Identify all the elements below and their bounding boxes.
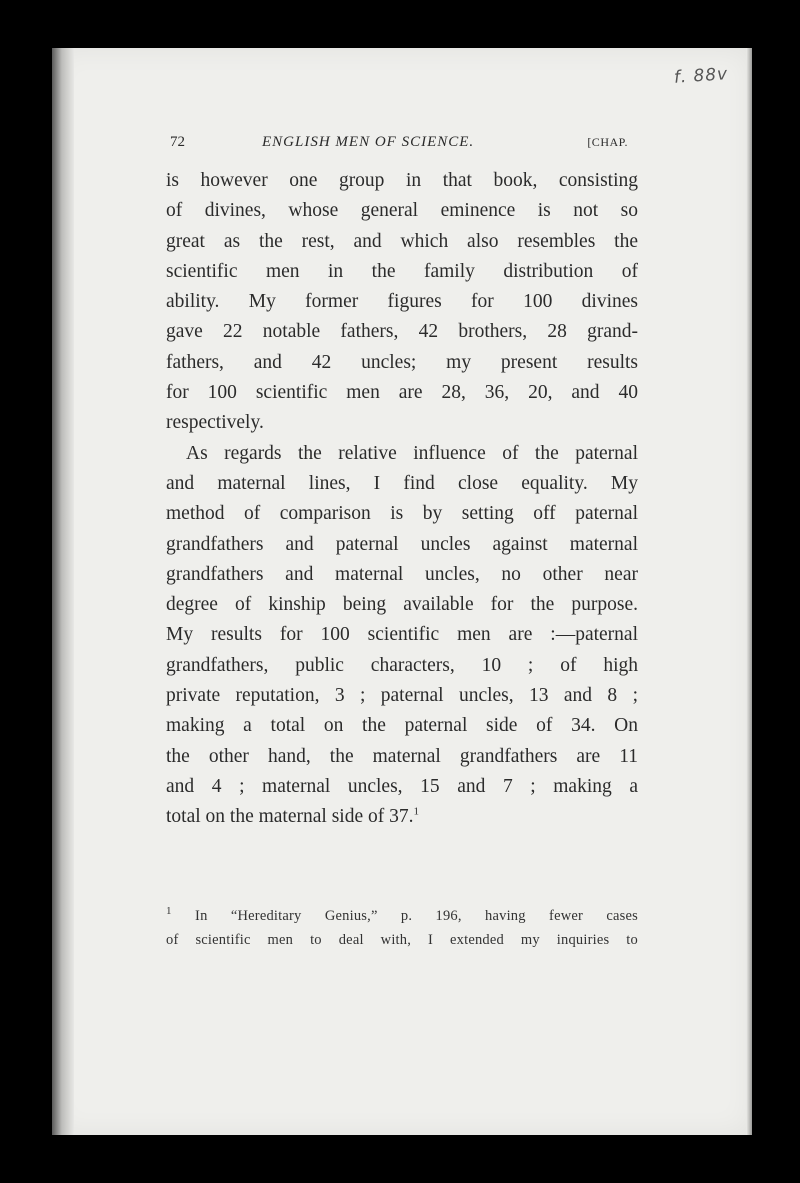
footnote-reference: 1 bbox=[413, 805, 419, 818]
text-line: for 100 scientific men are 28, 36, 20, and 40 bbox=[166, 382, 638, 404]
chapter-marker: [CHAP. bbox=[587, 135, 628, 149]
text-line: method of comparison is by setting off paternal bbox=[166, 503, 638, 525]
running-title: ENGLISH MEN OF SCIENCE. bbox=[262, 134, 475, 150]
text-line: of divines, whose general eminence is not so bbox=[166, 200, 638, 222]
text-line: and 4 ; maternal uncles, 15 and 7 ; making a bbox=[166, 775, 638, 797]
page-number: 72 bbox=[170, 134, 185, 150]
text-line: grandfathers and maternal uncles, no other near bbox=[166, 563, 638, 585]
paragraph-1 bbox=[166, 166, 638, 439]
footnote-line: of scientific men to deal with, I extended my inquiries to bbox=[166, 932, 638, 948]
running-head bbox=[170, 134, 628, 156]
footnote-marker: 1 bbox=[166, 905, 172, 918]
text-line: and maternal lines, I find close equality. My bbox=[166, 472, 638, 494]
text-line-content: total on the maternal side of 37. bbox=[166, 806, 414, 828]
text-line: making a total on the paternal side of 34. On bbox=[166, 715, 638, 737]
text-line: My results for 100 scientific men are :—paternal bbox=[166, 624, 638, 646]
body-text bbox=[166, 166, 638, 833]
folio-annotation: f. 88v bbox=[673, 64, 729, 88]
page-gutter-shadow bbox=[52, 48, 74, 1135]
text-line: fathers, and 42 uncles; my present results bbox=[166, 351, 638, 373]
text-line: great as the rest, and which also resembles the bbox=[166, 230, 638, 252]
text-line: gave 22 notable fathers, 42 brothers, 28 grand- bbox=[166, 321, 638, 343]
footnote-text: In “Hereditary Genius,” p. 196, having fewer cases bbox=[195, 908, 638, 924]
text-line: grandfathers and paternal uncles against maternal bbox=[166, 533, 638, 555]
text-line: grandfathers, public characters, 10 ; of high bbox=[166, 654, 638, 676]
text-line: degree of kinship being available for the purpose. bbox=[166, 594, 638, 616]
page-edge bbox=[746, 48, 752, 1135]
text-line: ability. My former figures for 100 divines bbox=[166, 291, 638, 313]
text-line: respectively. bbox=[166, 412, 264, 434]
text-line-final bbox=[166, 802, 638, 832]
text-line: scientific men in the family distribution of bbox=[166, 260, 638, 282]
text-line: the other hand, the maternal grandfathers are 11 bbox=[166, 745, 638, 767]
footnote bbox=[166, 904, 638, 952]
text-line: As regards the relative influence of the paternal bbox=[186, 442, 638, 464]
text-line: is however one group in that book, consisting bbox=[166, 170, 638, 191]
footnote-line bbox=[166, 904, 638, 928]
text-line: private reputation, 3 ; paternal uncles, 13 and 8 ; bbox=[166, 685, 638, 707]
paragraph-2 bbox=[166, 439, 638, 833]
